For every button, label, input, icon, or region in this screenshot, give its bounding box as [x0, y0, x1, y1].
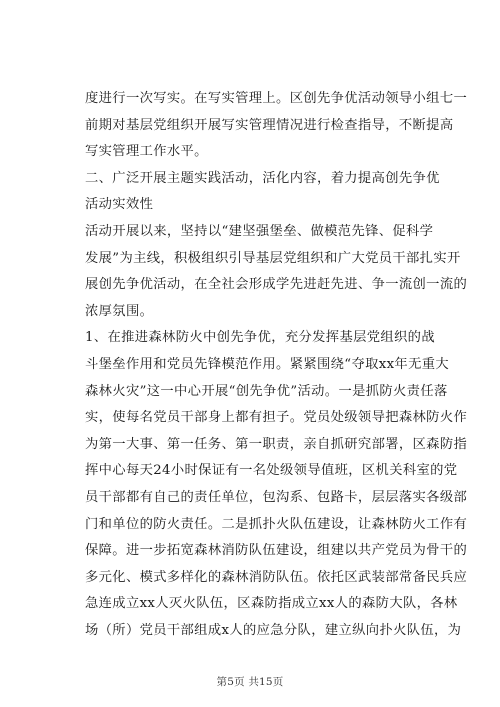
section-heading-line: 二、广泛开展主题实践活动，活化内容，着力提高创先争优 [85, 170, 440, 186]
text-line: 员干部都有自己的责任单位，包沟系、包路卡，层层落实各级部 [85, 489, 468, 505]
text-line: 急连成立xx人灭火队伍，区森防指成立xx人的森防大队，各林 [85, 596, 458, 612]
text-line: 场（所）党员干部组成x人的应急分队，建立纵向扑火队伍，为 [85, 622, 462, 638]
text-line: 度进行一次写实。在写实管理上。区创先争优活动领导小组七一 [85, 91, 468, 106]
text-line: 前期对基层党组织开展写实管理情况进行检查指导，不断提高 [85, 117, 454, 133]
section-heading-line: 活动实效性 [85, 197, 154, 213]
text-line: 斗堡垒作用和党员先锋模范作用。紧紧围绕“夺取xx年无重大 [85, 356, 450, 372]
text-line: 浓厚氛围。 [85, 303, 154, 319]
page-number-footer: 第5页 共15页 [216, 676, 284, 688]
text-line: 多元化、模式多样化的森林消防队伍。依托区武装部常备民兵应 [85, 569, 468, 585]
text-line: 实，使每名党员干部身上都有担子。党员处级领导把森林防火作 [85, 410, 468, 426]
text-line: 为第一大事、第一任务、第一职责，亲自抓研究部署，区森防指 [85, 436, 468, 452]
text-line: 挥中心每天24小时保证有一名处级领导值班，区机关科室的党 [85, 463, 458, 479]
text-line: 保障。进一步拓宽森林消防队伍建设，组建以共产党员为骨干的 [85, 543, 468, 559]
text-line: 展创先争优活动，在全社会形成学先进赶先进、争一流创一流的 [85, 277, 468, 293]
text-line: 森林火灾”这一中心开展“创先争优”活动。一是抓防火责任落 [85, 383, 448, 399]
text-line: 写实管理工作水平。 [85, 144, 208, 160]
body-text [85, 86, 468, 644]
text-line: 活动开展以来，坚持以“建坚强堡垒、做模范先锋、促科学 [85, 223, 434, 239]
text-line: 发展”为主线，积极组织引导基层党组织和广大党员干部扎实开 [85, 250, 461, 266]
text-line: 1、在推进森林防火中创先争优，充分发挥基层党组织的战 [85, 330, 435, 346]
text-line: 门和单位的防火责任。二是抓扑火队伍建设，让森林防火工作有 [85, 516, 468, 532]
